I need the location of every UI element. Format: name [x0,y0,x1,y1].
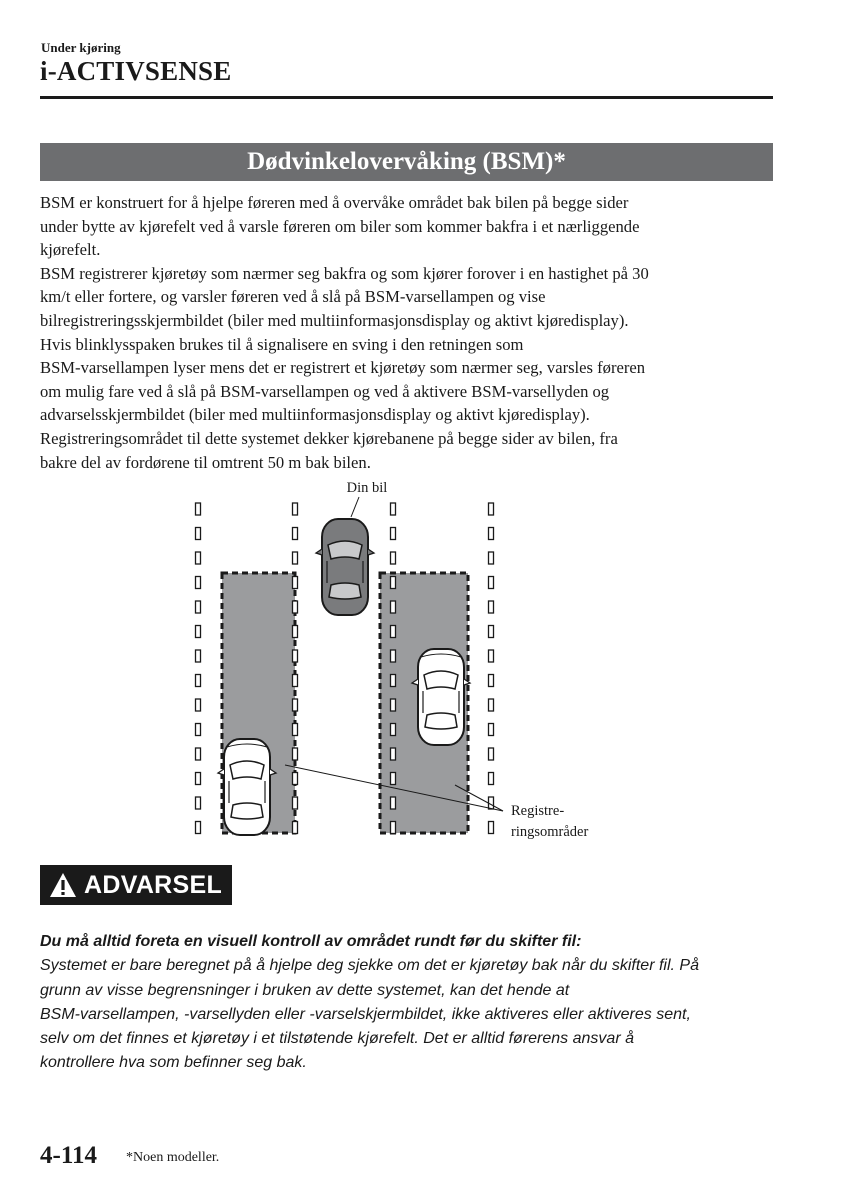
lane-dash [391,675,396,687]
body-line: kjørefelt. [40,240,101,260]
lane-dash [489,773,494,785]
warning-badge-label: ADVARSEL [84,870,223,899]
warning-line: kontrollere hva som befinner seg bak. [40,1054,307,1072]
lane-dash [489,650,494,662]
lane-dash [391,699,396,711]
warning-line: BSM-varsellampen, -varsellyden eller -varselskjermbildet, ikke aktiveres eller aktiveres sent, [40,1005,691,1023]
lane-dash [391,503,396,515]
lane-dash [391,601,396,613]
lane-dash [196,822,201,834]
warning-line: grunn av visse begrensninger i bruken av dette systemet, kan det hende at [40,981,570,999]
lane-dash [489,577,494,589]
lane-dash [293,699,298,711]
body-line: om mulig fare ved å slå på BSM-varsellampen og ved å aktivere BSM-varsellyden og [40,381,610,401]
warning-line: Systemet er bare beregnet på å hjelpe deg sjekke om det er kjøretøy bak når du skifter fil. På [40,957,699,975]
lane-dash [489,601,494,613]
lane-dash [196,503,201,515]
lane-dash [391,748,396,760]
lane-dash [391,528,396,540]
bsm-diagram [185,475,645,845]
lane-dash [489,699,494,711]
lane-dash [489,724,494,736]
lane-dash [196,748,201,760]
lane-dash [196,552,201,564]
lane-dash [196,724,201,736]
lane-dash [293,675,298,687]
detection-zone-label-line1: Registre- [511,803,565,819]
lane-dash [391,797,396,809]
body-line: Registreringsområdet til dette systemet dekker kjørebanene på begge sider av bilen, fra [40,428,618,448]
warning-badge [40,865,232,905]
lane-dash [293,577,298,589]
lane-dash [489,503,494,515]
lane-dash [293,748,298,760]
warning-text [40,930,780,1076]
lane-dash [196,626,201,638]
lane-dash [196,675,201,687]
footnote: *Noen modeller. [126,1150,220,1165]
page-number: 4-114 [40,1142,97,1169]
body-line: BSM registrerer kjøretøy som nærmer seg bakfra og som kjører forover i en hastighet på 30 [40,263,649,283]
body-line: under bytte av kjørefelt ved å varsle føreren om biler som kommer bakfra i et nærliggende [40,216,640,236]
body-line: advarselsskjermbildet (biler med multiinformasjonsdisplay og aktivt kjøredisplay). [40,405,590,425]
lane-dash [489,822,494,834]
lane-dash [489,626,494,638]
detection-zone-label-line2: ringsområder [511,824,589,840]
lane-dash [196,528,201,540]
warning-triangle-icon [48,871,78,899]
body-line: bakre del av fordørene til omtrent 50 m bak bilen. [40,452,371,472]
chapter-title: i-ACTIVSENSE [40,56,232,86]
lane-dash [293,797,298,809]
approaching-car-left-icon [218,739,276,835]
body-line: km/t eller fortere, og varsler føreren ved å slå på BSM-varsellampen og vise [40,287,546,307]
lane-dash [293,822,298,834]
lane-dash [391,773,396,785]
lane-dash [196,601,201,613]
warning-line: selv om det finnes et kjøretøy i et tilstøtende kjørefelt. Det er alltid førerens ansvar å [40,1030,634,1048]
own-car-icon [316,519,374,615]
body-line: Hvis blinklysspaken brukes til å signalisere en sving i den retningen som [40,334,524,354]
lane-dash [293,528,298,540]
lane-dash [489,552,494,564]
lane-dash [293,626,298,638]
lane-dash [196,650,201,662]
lane-dash [391,626,396,638]
lane-dash [293,601,298,613]
warning-heading: Du må alltid foreta en visuell kontroll av området rundt før du skifter fil: [40,933,582,950]
section-label: Under kjøring [41,40,121,55]
lane-dash [391,577,396,589]
body-line: BSM er konstruert for å hjelpe føreren med å overvåke området bak bilen på begge sider [40,193,629,212]
lane-dash [293,724,298,736]
lane-dash [196,773,201,785]
lane-dash [489,675,494,687]
body-line: bilregistreringsskjermbildet (biler med multiinformasjonsdisplay og aktivt kjøredisplay). [40,310,629,330]
own-car-leader-line [351,497,359,517]
lane-dash [391,822,396,834]
lane-dash [196,699,201,711]
lane-dash [293,773,298,785]
section-heading: Dødvinkelovervåking (BSM)* [40,143,773,181]
lane-dash [489,748,494,760]
own-car-label: Din bil [346,480,388,496]
lane-dash [196,577,201,589]
lane-dash [391,724,396,736]
body-line: BSM-varsellampen lyser mens det er registrert et kjøretøy som nærmer seg, varsles føreren [40,358,646,378]
lane-dash [391,650,396,662]
chapter-divider [40,96,773,99]
lane-dash [293,503,298,515]
lane-dash [391,552,396,564]
body-text [40,191,775,474]
lane-dash [196,797,201,809]
approaching-car-right-icon [412,649,470,745]
lane-dash [293,650,298,662]
lane-dash [489,528,494,540]
lane-dash [293,552,298,564]
